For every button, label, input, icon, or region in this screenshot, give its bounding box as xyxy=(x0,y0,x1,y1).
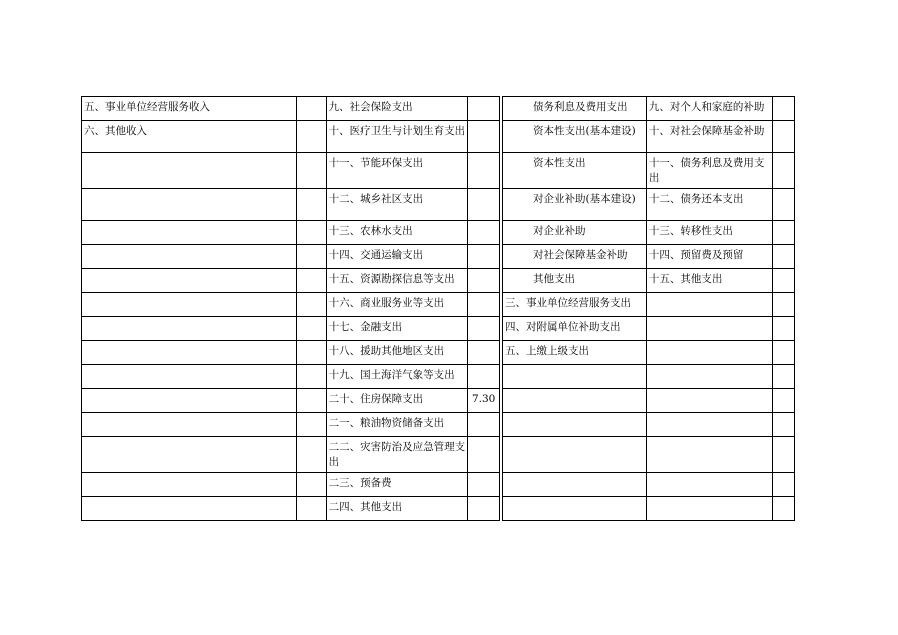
expenditure-func-amount-cell xyxy=(468,473,500,497)
expenditure-econ-cell: 对企业补助(基本建设) xyxy=(503,189,647,221)
expenditure-func-cell: 十六、商业服务业等支出 xyxy=(326,293,468,317)
expenditure-econ2-amount-cell xyxy=(772,413,794,437)
table-row xyxy=(82,473,795,497)
table-row xyxy=(82,121,795,153)
table-row xyxy=(82,389,795,413)
expenditure-func-amount-cell xyxy=(468,341,500,365)
expenditure-func-amount-cell xyxy=(468,269,500,293)
expenditure-econ-cell: 资本性支出 xyxy=(503,153,647,189)
income-amount-cell xyxy=(297,189,326,221)
expenditure-econ-cell xyxy=(503,365,647,389)
table-row xyxy=(82,293,795,317)
table-row xyxy=(82,365,795,389)
expenditure-econ2-amount-cell xyxy=(772,317,794,341)
budget-table xyxy=(81,96,795,521)
expenditure-func-cell: 二二、灾害防治及应急管理支出 xyxy=(326,437,468,473)
expenditure-econ-cell xyxy=(503,413,647,437)
income-item-cell: 六、其他收入 xyxy=(82,121,297,153)
income-item-cell xyxy=(82,365,297,389)
expenditure-econ-cell: 债务利息及费用支出 xyxy=(503,97,647,121)
expenditure-econ2-amount-cell xyxy=(772,293,794,317)
income-item-cell xyxy=(82,189,297,221)
expenditure-func-cell: 十二、城乡社区支出 xyxy=(326,189,468,221)
expenditure-econ-cell: 三、事业单位经营服务支出 xyxy=(503,293,647,317)
income-amount-cell xyxy=(297,497,326,521)
expenditure-econ2-cell: 十、对社会保障基金补助 xyxy=(646,121,772,153)
expenditure-econ2-amount-cell xyxy=(772,245,794,269)
expenditure-func-cell: 十五、资源勘探信息等支出 xyxy=(326,269,468,293)
expenditure-func-amount-cell xyxy=(468,245,500,269)
expenditure-econ2-cell: 十三、转移性支出 xyxy=(646,221,772,245)
expenditure-func-amount-cell: 7.30 xyxy=(468,389,500,413)
expenditure-func-cell: 十、医疗卫生与计划生育支出 xyxy=(326,121,468,153)
income-amount-cell xyxy=(297,121,326,153)
expenditure-econ2-amount-cell xyxy=(772,473,794,497)
expenditure-econ2-amount-cell xyxy=(772,189,794,221)
expenditure-econ-cell: 对社会保障基金补助 xyxy=(503,245,647,269)
income-amount-cell xyxy=(297,341,326,365)
expenditure-func-cell: 十三、农林水支出 xyxy=(326,221,468,245)
income-item-cell xyxy=(82,221,297,245)
expenditure-func-amount-cell xyxy=(468,121,500,153)
expenditure-econ2-cell: 十四、预留费及预留 xyxy=(646,245,772,269)
expenditure-econ2-amount-cell xyxy=(772,221,794,245)
expenditure-func-amount-cell xyxy=(468,153,500,189)
income-amount-cell xyxy=(297,413,326,437)
table-row xyxy=(82,153,795,189)
expenditure-econ2-amount-cell xyxy=(772,497,794,521)
expenditure-func-cell: 二三、预备费 xyxy=(326,473,468,497)
expenditure-econ2-cell xyxy=(646,341,772,365)
expenditure-econ-cell xyxy=(503,437,647,473)
income-item-cell xyxy=(82,473,297,497)
table-row xyxy=(82,341,795,365)
income-item-cell xyxy=(82,437,297,473)
income-item-cell xyxy=(82,389,297,413)
expenditure-func-cell: 十七、金融支出 xyxy=(326,317,468,341)
expenditure-func-amount-cell xyxy=(468,221,500,245)
expenditure-econ2-amount-cell xyxy=(772,341,794,365)
expenditure-econ2-amount-cell xyxy=(772,269,794,293)
expenditure-func-amount-cell xyxy=(468,293,500,317)
expenditure-econ2-cell: 十二、债务还本支出 xyxy=(646,189,772,221)
income-item-cell: 五、事业单位经营服务收入 xyxy=(82,97,297,121)
expenditure-econ-cell: 对企业补助 xyxy=(503,221,647,245)
expenditure-func-amount-cell xyxy=(468,189,500,221)
expenditure-econ-cell: 四、对附属单位补助支出 xyxy=(503,317,647,341)
income-item-cell xyxy=(82,317,297,341)
table-row xyxy=(82,413,795,437)
income-item-cell xyxy=(82,293,297,317)
income-amount-cell xyxy=(297,293,326,317)
income-amount-cell xyxy=(297,245,326,269)
expenditure-func-cell: 十九、国土海洋气象等支出 xyxy=(326,365,468,389)
expenditure-func-cell: 九、社会保险支出 xyxy=(326,97,468,121)
income-amount-cell xyxy=(297,365,326,389)
expenditure-func-amount-cell xyxy=(468,317,500,341)
table-row xyxy=(82,269,795,293)
income-item-cell xyxy=(82,269,297,293)
income-amount-cell xyxy=(297,97,326,121)
income-amount-cell xyxy=(297,269,326,293)
income-item-cell xyxy=(82,413,297,437)
expenditure-econ2-cell: 十五、其他支出 xyxy=(646,269,772,293)
expenditure-econ-cell: 五、上缴上级支出 xyxy=(503,341,647,365)
expenditure-func-amount-cell xyxy=(468,437,500,473)
expenditure-func-amount-cell xyxy=(468,97,500,121)
expenditure-func-amount-cell xyxy=(468,413,500,437)
income-amount-cell xyxy=(297,437,326,473)
income-item-cell xyxy=(82,497,297,521)
expenditure-func-cell: 十四、交通运输支出 xyxy=(326,245,468,269)
expenditure-func-cell: 二四、其他支出 xyxy=(326,497,468,521)
table-row xyxy=(82,497,795,521)
income-item-cell xyxy=(82,245,297,269)
expenditure-econ2-amount-cell xyxy=(772,365,794,389)
expenditure-econ2-cell: 九、对个人和家庭的补助 xyxy=(646,97,772,121)
expenditure-econ2-amount-cell xyxy=(772,97,794,121)
expenditure-econ-cell: 其他支出 xyxy=(503,269,647,293)
table-row xyxy=(82,437,795,473)
income-amount-cell xyxy=(297,221,326,245)
income-item-cell xyxy=(82,341,297,365)
income-amount-cell xyxy=(297,153,326,189)
expenditure-econ2-cell xyxy=(646,293,772,317)
expenditure-econ2-cell xyxy=(646,473,772,497)
expenditure-econ-cell xyxy=(503,389,647,413)
table-row xyxy=(82,245,795,269)
expenditure-econ2-cell xyxy=(646,317,772,341)
expenditure-func-amount-cell xyxy=(468,365,500,389)
expenditure-econ2-cell: 十一、债务利息及费用支出 xyxy=(646,153,772,189)
expenditure-econ2-amount-cell xyxy=(772,389,794,413)
expenditure-econ2-cell xyxy=(646,413,772,437)
expenditure-econ2-amount-cell xyxy=(772,437,794,473)
income-amount-cell xyxy=(297,389,326,413)
income-amount-cell xyxy=(297,317,326,341)
expenditure-econ-cell xyxy=(503,497,647,521)
income-amount-cell xyxy=(297,473,326,497)
expenditure-econ-cell: 资本性支出(基本建设) xyxy=(503,121,647,153)
income-item-cell xyxy=(82,153,297,189)
expenditure-econ2-cell xyxy=(646,365,772,389)
expenditure-func-cell: 二十、住房保障支出 xyxy=(326,389,468,413)
expenditure-econ2-cell xyxy=(646,389,772,413)
table-row xyxy=(82,189,795,221)
expenditure-econ2-amount-cell xyxy=(772,121,794,153)
table-row xyxy=(82,317,795,341)
expenditure-func-cell: 十八、援助其他地区支出 xyxy=(326,341,468,365)
expenditure-func-amount-cell xyxy=(468,497,500,521)
expenditure-func-cell: 十一、节能环保支出 xyxy=(326,153,468,189)
expenditure-func-cell: 二一、粮油物资储备支出 xyxy=(326,413,468,437)
expenditure-econ2-cell xyxy=(646,497,772,521)
table-body xyxy=(82,97,795,521)
table-row xyxy=(82,97,795,121)
expenditure-econ-cell xyxy=(503,473,647,497)
table-row xyxy=(82,221,795,245)
expenditure-econ2-amount-cell xyxy=(772,153,794,189)
expenditure-econ2-cell xyxy=(646,437,772,473)
